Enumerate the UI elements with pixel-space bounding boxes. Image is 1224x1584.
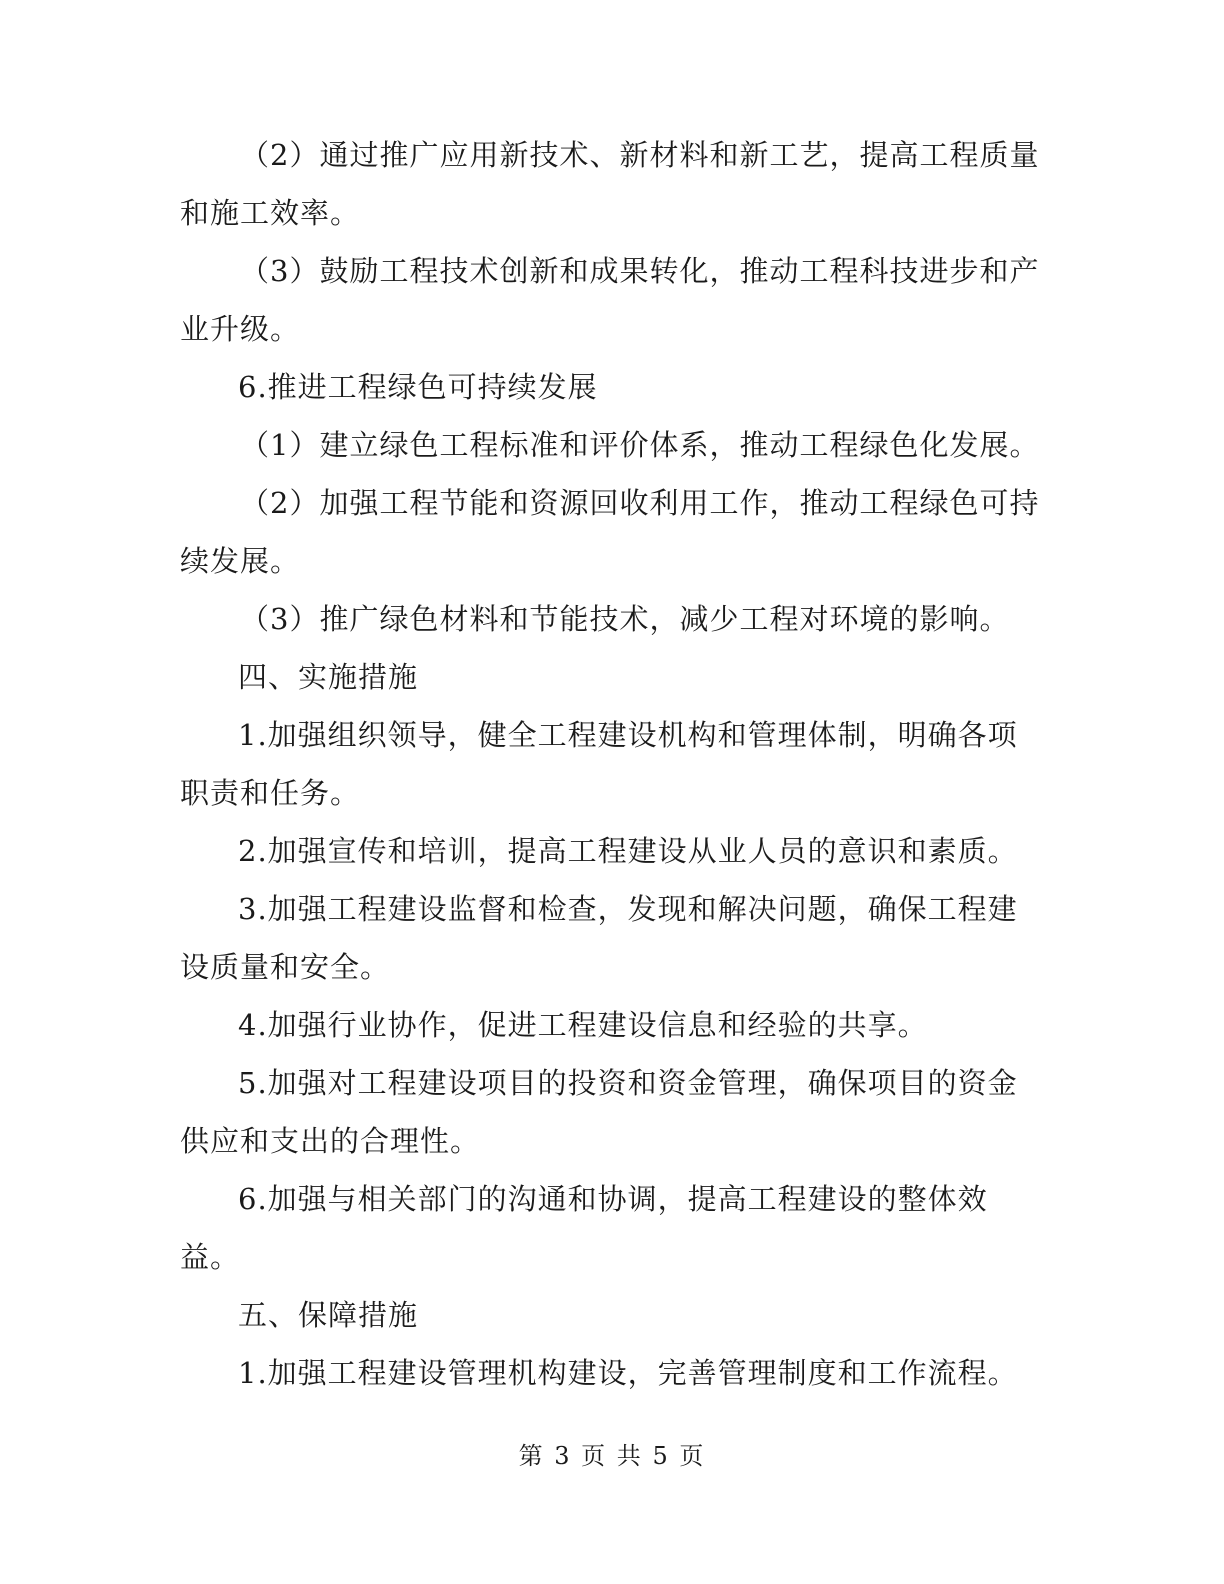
paragraph: 2.加强宣传和培训，提高工程建设从业人员的意识和素质。 bbox=[238, 834, 1018, 868]
page-number-footer: 第 3 页 共 5 页 bbox=[518, 1442, 706, 1470]
paragraph: （2）加强工程节能和资源回收利用工作，推动工程绿色可持续发展。 bbox=[180, 486, 1040, 578]
paragraph: （3）鼓励工程技术创新和成果转化，推动工程科技进步和产业升级。 bbox=[180, 254, 1040, 346]
paragraph: （1）建立绿色工程标准和评价体系，推动工程绿色化发展。 bbox=[240, 428, 1040, 462]
paragraph: 1.加强工程建设管理机构建设，完善管理制度和工作流程。 bbox=[238, 1356, 1018, 1390]
paragraph: 6.加强与相关部门的沟通和协调，提高工程建设的整体效益。 bbox=[180, 1182, 988, 1274]
section-heading: 6.推进工程绿色可持续发展 bbox=[238, 370, 598, 404]
paragraph: 5.加强对工程建设项目的投资和资金管理，确保项目的资金供应和支出的合理性。 bbox=[180, 1066, 1018, 1158]
paragraph: （2）通过推广应用新技术、新材料和新工艺，提高工程质量和施工效率。 bbox=[180, 138, 1040, 230]
paragraph: （3）推广绿色材料和节能技术，减少工程对环境的影响。 bbox=[240, 602, 1010, 636]
section-heading: 五、保障措施 bbox=[238, 1298, 419, 1332]
paragraph: 3.加强工程建设监督和检查，发现和解决问题，确保工程建设质量和安全。 bbox=[180, 892, 1018, 984]
paragraph: 1.加强组织领导，健全工程建设机构和管理体制，明确各项职责和任务。 bbox=[180, 718, 1018, 810]
section-heading: 四、实施措施 bbox=[238, 660, 419, 694]
document-body bbox=[180, 126, 1042, 1402]
paragraph: 4.加强行业协作，促进工程建设信息和经验的共享。 bbox=[238, 1008, 928, 1042]
